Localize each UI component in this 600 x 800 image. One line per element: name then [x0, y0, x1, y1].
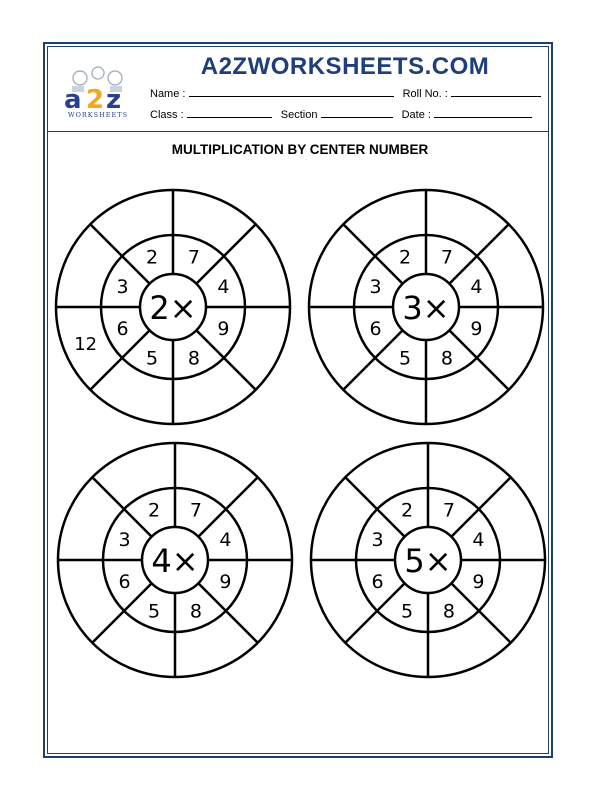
date-label: Date : [401, 109, 431, 121]
wheel-number: 3 [369, 276, 382, 299]
wheel-number: 5 [148, 600, 161, 623]
wheel-center-label: 3× [402, 289, 450, 327]
roll-label: Roll No. : [402, 88, 448, 100]
wheel-number: 4 [470, 276, 483, 299]
wheel-number: 9 [219, 570, 232, 593]
wheel-spoke [449, 224, 508, 283]
svg-text:a: a [64, 85, 82, 115]
svg-text:2: 2 [86, 85, 105, 115]
wheel-center-label: 2× [149, 289, 197, 327]
wheel-number: 4 [472, 529, 485, 552]
wheel-number: 5 [399, 347, 412, 370]
wheel-number: 9 [472, 570, 485, 593]
wheel-answer: 12 [74, 334, 98, 356]
wheel-number: 6 [116, 317, 129, 340]
wheel-number: 2 [399, 246, 412, 269]
wheel-number: 8 [440, 347, 453, 370]
wheel-center-label: 4× [151, 542, 199, 580]
wheel-number: 9 [470, 317, 483, 340]
name-label: Name : [150, 88, 186, 100]
section-label: Section [280, 109, 318, 121]
class-label: Class : [150, 109, 184, 121]
wheel-number: 4 [217, 276, 230, 299]
wheel-number: 2 [401, 499, 414, 522]
wheel-spoke [451, 477, 510, 536]
wheel-spoke [196, 224, 255, 283]
wheel-number: 8 [187, 347, 200, 370]
wheel-number: 7 [189, 499, 202, 522]
wheel-center-label: 5× [404, 542, 452, 580]
wheel-spoke [343, 224, 402, 283]
wheel-number: 5 [401, 600, 414, 623]
wheel-number: 8 [189, 600, 202, 623]
wheel-number: 7 [440, 246, 453, 269]
wheel-spoke [90, 224, 149, 283]
wheel-number: 6 [118, 570, 131, 593]
wheel-number: 4 [219, 529, 232, 552]
wheel-number: 7 [442, 499, 455, 522]
wheel-number: 3 [116, 276, 129, 299]
wheel-number: 3 [371, 529, 384, 552]
wheel-number: 7 [187, 246, 200, 269]
wheel-spoke [92, 477, 151, 536]
wheel-spoke [345, 477, 404, 536]
svg-text:z: z [106, 85, 122, 115]
wheel-number: 3 [118, 529, 131, 552]
wheel-spoke [198, 477, 257, 536]
wheel-number: 8 [442, 600, 455, 623]
wheel-number: 2 [148, 499, 161, 522]
wheel-number: 9 [217, 317, 230, 340]
svg-text:WORKSHEETS: WORKSHEETS [67, 111, 129, 119]
worksheet-title: MULTIPLICATION BY CENTER NUMBER [171, 142, 429, 157]
wheel-number: 6 [371, 570, 384, 593]
site-title: A2ZWORKSHEETS.COM [200, 53, 490, 80]
wheel-number: 2 [146, 246, 159, 269]
wheel-number: 5 [146, 347, 159, 370]
wheel-number: 6 [369, 317, 382, 340]
